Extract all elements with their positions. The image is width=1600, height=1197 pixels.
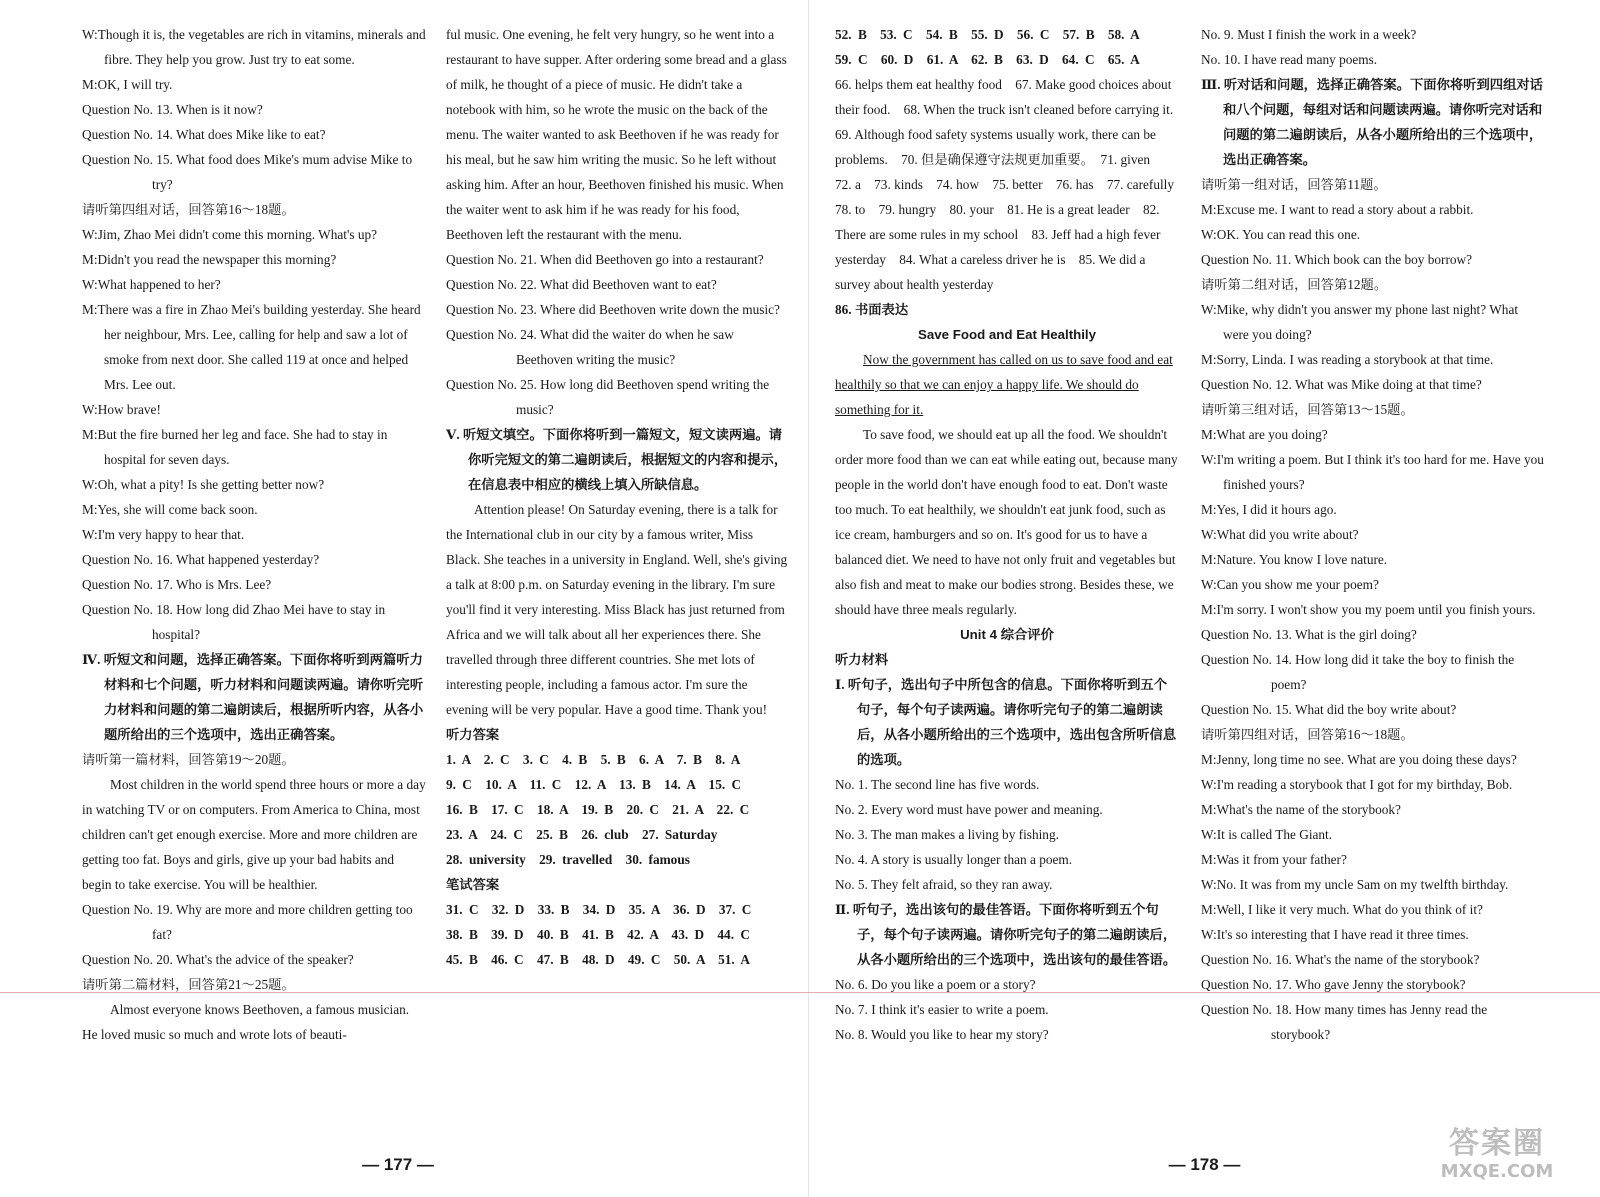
right-column-2	[1201, 22, 1545, 1047]
text-line: 听力答案	[446, 727, 500, 742]
text-line: M:OK, I will try.	[82, 77, 173, 92]
text-line: Ⅱ. 听句子，选出该句的最佳答语。下面你将听到五个句子，每个句子读两遍。请你听完句子的第二遍朗读后，从各小题所给出的三个选项中，选出该句的最佳答语。	[835, 902, 1177, 967]
text-line: Question No. 18. How long did Zhao Mei have to stay in hospital?	[82, 602, 386, 642]
text-line: M:Yes, I did it hours ago.	[1201, 502, 1337, 517]
text-line: W:Oh, what a pity! Is she getting better now?	[82, 477, 325, 492]
text-line: 1. A 2. C 3. C 4. B 5. B 6. A 7. B 8. A	[446, 752, 741, 767]
text-line: W:What did you write about?	[1201, 527, 1359, 542]
text-line: 听力材料	[835, 652, 889, 667]
text-line: Question No. 24. What did the waiter do when he saw Beethoven writing the music?	[446, 327, 734, 367]
text-line: M:Yes, she will come back soon.	[82, 502, 258, 517]
text-line: No. 10. I have read many poems.	[1201, 52, 1378, 67]
text-line: Question No. 14. What does Mike like to eat?	[82, 127, 326, 142]
text-line: Almost everyone knows Beethoven, a famous musician. He loved music so much and wrote lots of beauti-	[82, 1002, 410, 1042]
text-line: Question No. 14. How long did it take the boy to finish the poem?	[1201, 652, 1515, 692]
text-line: 笔试答案	[446, 877, 500, 892]
text-line: Ⅰ. 听句子，选出句子中所包含的信息。下面你将听到五个句子，每个句子读两遍。请你听完句子的第二遍朗读后，从各小题所给出的三个选项中，选出包含所听信息的选项。	[835, 677, 1177, 767]
text-line: Ⅳ. 听短文和问题，选择正确答案。下面你将听到两篇听力材料和七个问题，听力材料和问题读两遍。请你听完听力材料和问题的第二遍朗读后，根据所听内容，从各小题所给出的三个选项中，选出正确答案。	[82, 652, 424, 742]
text-line: 16. B 17. C 18. A 19. B 20. C 21. A 22. C	[446, 802, 750, 817]
text-line: Question No. 13. When is it now?	[82, 102, 263, 117]
text-line: W:What happened to her?	[82, 277, 221, 292]
text-line: Question No. 16. What happened yesterday?	[82, 552, 320, 567]
text-line: W:I'm reading a storybook that I got for my birthday, Bob.	[1201, 777, 1513, 792]
text-line: W:Though it is, the vegetables are rich in vitamins, minerals and fibre. They help you grow. Just try to eat some.	[82, 27, 426, 67]
text-line: 请听第四组对话，回答第16～18题。	[82, 202, 295, 217]
text-line: 45. B 46. C 47. B 48. D 49. C 50. A 51. A	[446, 952, 750, 967]
text-line: No. 4. A story is usually longer than a poem.	[835, 852, 1073, 867]
text-line: No. 7. I think it's easier to write a poem.	[835, 1002, 1049, 1017]
text-line: W:It's so interesting that I have read it three times.	[1201, 927, 1469, 942]
text-line: Question No. 11. Which book can the boy borrow?	[1201, 252, 1473, 267]
text-line: 23. A 24. C 25. B 26. club 27. Saturday	[446, 827, 718, 842]
page-number-177: — 177 —	[362, 1155, 434, 1174]
text-line: Question No. 16. What's the name of the storybook?	[1201, 952, 1480, 967]
text-line: W:It is called The Giant.	[1201, 827, 1333, 842]
text-line: Unit 4 综合评价	[960, 627, 1054, 642]
text-line: Attention please! On Saturday evening, there is a talk for the International club in our city by a famous writer, Miss Black. She teaches in a university in England. Well, she's giving a talk at 8:00 p.m. on Saturday evening in the library. I'm sure you'll find it very interesting. Miss Black has just returned from Africa and we will talk about all her experiences there. She travelled through three different countries. She met lots of interesting people, including a famous actor. I'm sure the evening will be very popular. Have a good time. Thank you!	[446, 502, 788, 717]
text-line: Question No. 18. How many times has Jenny read the storybook?	[1201, 1002, 1488, 1042]
text-line: 请听第一篇材料，回答第19～20题。	[82, 752, 295, 767]
right-page	[808, 0, 1600, 1197]
text-line: 28. university 29. travelled 30. famous	[446, 852, 690, 867]
text-line: M:Excuse me. I want to read a story about a rabbit.	[1201, 202, 1474, 217]
text-line: Question No. 22. What did Beethoven want to eat?	[446, 277, 717, 292]
text-line: W:I'm writing a poem. But I think it's too hard for me. Have you finished yours?	[1201, 452, 1544, 492]
text-line: M:Sorry, Linda. I was reading a storybook at that time.	[1201, 352, 1494, 367]
text-line: 31. C 32. D 33. B 34. D 35. A 36. D 37. C	[446, 902, 752, 917]
text-line: Ⅲ. 听对话和问题，选择正确答案。下面你将听到四组对话和八个问题，每组对话和问题读两遍。请你听完对话和问题的第二遍朗读后，从各小题所给出的三个选项中，选出正确答案。	[1201, 77, 1543, 167]
text-line: M:Didn't you read the newspaper this morning?	[82, 252, 337, 267]
text-line: Ⅴ. 听短文填空。下面你将听到一篇短文，短文读两遍。请你听完短文的第二遍朗读后，根据短文的内容和提示，在信息表中相应的横线上填入所缺信息。	[446, 427, 788, 492]
text-line: To save food, we should eat up all the food. We shouldn't order more food than we can eat while eating out, because many people in the world don't have enough food to eat. Don't waste too much. To eat healthily, we shouldn't eat junk food, such as ice cream, hamburgers and so on. It's good for us to have a balanced diet. We need to have not only fruit and vegetables but also fish and meat to make our bodies strong. Besides these, we should have three meals regularly.	[835, 427, 1178, 617]
text-line: Question No. 23. Where did Beethoven write down the music?	[446, 302, 780, 317]
text-line: M:But the fire burned her leg and face. She had to stay in hospital for seven days.	[82, 427, 388, 467]
text-line: ful music. One evening, he felt very hungry, so he went into a restaurant to have supper. After ordering some bread and a glass of milk, he thought of a piece of music. He didn't take a notebook with him, so he wrote the music on the back of the menu. The waiter wanted to ask Beethoven if he was ready for his meal, but he saw him writing the music. So he left without asking him. After an hour, Beethoven finished his music. When the waiter went to ask him if he was ready for his food, Beethoven left the restaurant with the menu.	[446, 27, 787, 242]
red-pen-line	[0, 992, 1600, 993]
text-line: Question No. 19. Why are more and more children getting too fat?	[82, 902, 413, 942]
text-line: No. 9. Must I finish the work in a week?	[1201, 27, 1417, 42]
text-line: M:Was it from your father?	[1201, 852, 1347, 867]
text-line: No. 2. Every word must have power and meaning.	[835, 802, 1103, 817]
text-line: No. 8. Would you like to hear my story?	[835, 1027, 1049, 1042]
watermark-logo	[1412, 1127, 1582, 1187]
text-line: 86. 书面表达	[835, 302, 909, 317]
text-line: 59. C 60. D 61. A 62. B 63. D 64. C 65. A	[835, 52, 1140, 67]
text-line: Question No. 17. Who is Mrs. Lee?	[82, 577, 272, 592]
text-line: W:I'm very happy to hear that.	[82, 527, 245, 542]
text-line: 38. B 39. D 40. B 41. B 42. A 43. D 44. C	[446, 927, 750, 942]
left-column-2	[446, 22, 790, 972]
text-line: M:Well, I like it very much. What do you think of it?	[1201, 902, 1483, 917]
text-line: 52. B 53. C 54. B 55. D 56. C 57. B 58. A	[835, 27, 1140, 42]
text-line: 请听第二篇材料，回答第21～25题。	[82, 977, 295, 992]
left-column-1	[82, 22, 426, 1047]
text-line: No. 3. The man makes a living by fishing.	[835, 827, 1059, 842]
text-line: Question No. 12. What was Mike doing at that time?	[1201, 377, 1482, 392]
text-line: 请听第二组对话，回答第12题。	[1201, 277, 1388, 292]
right-column-1	[835, 22, 1188, 1047]
text-line: M:Nature. You know I love nature.	[1201, 552, 1388, 567]
text-line: Question No. 25. How long did Beethoven spend writing the music?	[446, 377, 770, 417]
text-line: W:Mike, why didn't you answer my phone last night? What were you doing?	[1201, 302, 1519, 342]
text-line: 请听第一组对话，回答第11题。	[1201, 177, 1387, 192]
text-line: Question No. 20. What's the advice of the speaker?	[82, 952, 354, 967]
text-line: Question No. 13. What is the girl doing?	[1201, 627, 1417, 642]
text-line: Question No. 15. What food does Mike's mum advise Mike to try?	[82, 152, 413, 192]
text-line: Question No. 15. What did the boy write about?	[1201, 702, 1457, 717]
text-line: W:How brave!	[82, 402, 161, 417]
left-page	[0, 0, 796, 1197]
text-line: Most children in the world spend three hours or more a day in watching TV or on computers. From America to China, most children can't get enough exercise. More and more children are getting too fat. Boys and girls, give up your bad habits and begin to take exercise. You will be healthier.	[82, 777, 426, 892]
text-line: W:No. It was from my uncle Sam on my twelfth birthday.	[1201, 877, 1509, 892]
text-line: M:I'm sorry. I won't show you my poem until you finish yours.	[1201, 602, 1536, 617]
text-line: 请听第四组对话，回答第16～18题。	[1201, 727, 1414, 742]
text-line: Question No. 17. Who gave Jenny the storybook?	[1201, 977, 1466, 992]
text-line: 66. helps them eat healthy food 67. Make good choices about their food. 68. When the truck isn't cleaned before carrying it. 69. Although food safety systems usually work, there can be problems. 70. 但是确保遵守法规更加重要。 71. given 72. a 73. kinds 74. how 75. better 76. has 77. carefully 78. to 79. hungry 80. your 81. He is a great leader 82. There are some rules in my school 83. Jeff had a high fever yesterday 84. What a careless driver he is 85. We did a survey about health yesterday	[835, 77, 1188, 292]
page-number-178: — 178 —	[1168, 1155, 1241, 1174]
text-line: No. 6. Do you like a poem or a story?	[835, 977, 1036, 992]
text-line: 请听第三组对话，回答第13～15题。	[1201, 402, 1414, 417]
text-line: Question No. 21. When did Beethoven go into a restaurant?	[446, 252, 764, 267]
watermark-url: MXQE.COM	[1440, 1161, 1554, 1182]
text-line: W:Can you show me your poem?	[1201, 577, 1379, 592]
text-line: 9. C 10. A 11. C 12. A 13. B 14. A 15. C	[446, 777, 742, 792]
text-line: No. 5. They felt afraid, so they ran away.	[835, 877, 1053, 892]
text-line: M:There was a fire in Zhao Mei's building yesterday. She heard her neighbour, Mrs. Lee, calling for help and saw a lot of smoke from next door. She called 119 at once and helped Mrs. Lee out.	[82, 302, 421, 392]
text-line: No. 1. The second line has five words.	[835, 777, 1040, 792]
text-line: Now the government has called on us to save food and eat healthily so that we can enjoy a happy life. We should do something for it.	[835, 352, 1173, 417]
text-line: M:What are you doing?	[1201, 427, 1328, 442]
text-line: M:Jenny, long time no see. What are you doing these days?	[1201, 752, 1517, 767]
watermark-text: 答案圈	[1449, 1126, 1545, 1161]
text-line: M:What's the name of the storybook?	[1201, 802, 1401, 817]
text-line: Save Food and Eat Healthily	[917, 327, 1097, 342]
text-line: W:OK. You can read this one.	[1201, 227, 1361, 242]
text-line: W:Jim, Zhao Mei didn't come this morning. What's up?	[82, 227, 378, 242]
